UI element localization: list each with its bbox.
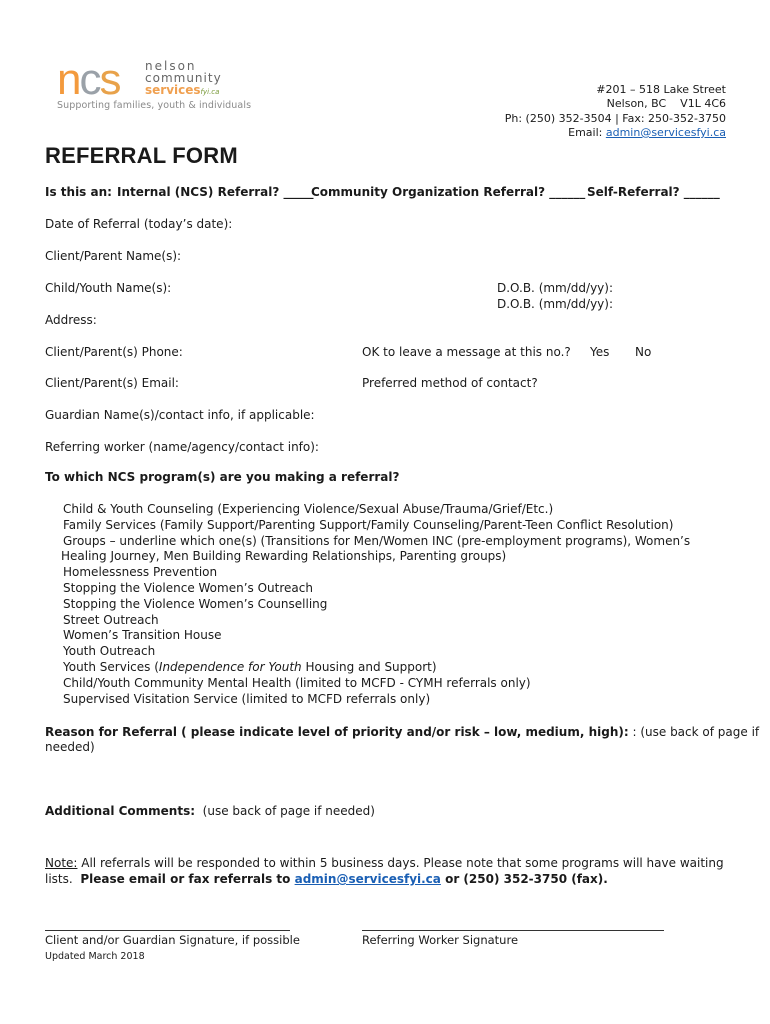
client-name-label: Client/Parent Name(s): [45, 249, 182, 263]
logo-word-services [145, 84, 222, 98]
no-option[interactable]: No [635, 345, 652, 359]
note-email-link[interactable]: admin@servicesfyi.ca [294, 872, 441, 886]
program-item[interactable]: Child/Youth Community Mental Health (limited to MCFD - CYMH referrals only) [63, 675, 531, 690]
program-item[interactable]: Youth Outreach [63, 644, 156, 659]
address-label: Address: [45, 313, 97, 327]
email-label: Email: [568, 125, 603, 139]
worker-signature-line[interactable] [362, 930, 664, 931]
yes-option[interactable]: Yes [590, 345, 610, 359]
community-referral-option[interactable]: Community Organization Referral? ______ [311, 185, 586, 199]
date-of-referral-label: Date of Referral (today’s date): [45, 217, 233, 231]
response-note [45, 855, 724, 887]
logo-letter-n: n [57, 55, 80, 104]
logo-letter-s: s [99, 55, 120, 104]
note-line-1: All referrals will be responded to within 5 business days. Please note that some programs will have waiting [77, 856, 724, 870]
comments-label: Additional Comments: [45, 804, 196, 818]
logo-word-community: community [145, 71, 222, 85]
program-item[interactable]: Homelessness Prevention [63, 565, 218, 580]
reason-note: : (use back of page if [628, 725, 760, 739]
form-title: REFERRAL FORM [45, 143, 238, 168]
comments-section [45, 804, 375, 818]
email-line [505, 126, 726, 140]
note-line-2-bold: Please email or fax referrals to [80, 872, 295, 886]
logo-services-text: services [145, 83, 201, 97]
program-item[interactable]: Women’s Transition House [63, 628, 222, 643]
note-line-2-tail: or (250) 352-3750 (fax). [440, 872, 608, 886]
youth-services-prefix: Youth Services ( [63, 659, 159, 674]
program-item[interactable]: Stopping the Violence Women’s Outreach [63, 580, 313, 595]
dob-label-1: D.O.B. (mm/dd/yy): [497, 281, 613, 295]
reason-note-continued: needed) [45, 740, 95, 754]
note-line-2: lists. [45, 872, 81, 886]
street-address: #201 – 518 Lake Street [596, 83, 726, 96]
referring-worker-label: Referring worker (name/agency/contact info): [45, 440, 319, 454]
program-item-youth-services[interactable] [63, 660, 690, 676]
program-item[interactable]: Street Outreach [63, 612, 159, 627]
program-item[interactable]: Supervised Visitation Service (limited to MCFD referrals only) [63, 691, 431, 706]
comments-note: (use back of page if needed) [202, 804, 375, 818]
contact-block [505, 83, 726, 140]
guardian-label: Guardian Name(s)/contact info, if applicable: [45, 408, 315, 422]
program-item[interactable]: Family Services (Family Support/Parenting Support/Family Counseling/Parent-Teen Conflict Resolution) [63, 517, 674, 532]
youth-services-italic: Independence for Youth [158, 659, 302, 674]
program-item[interactable]: Groups – underline which one(s) (Transitions for Men/Women INC (pre-employment programs), Women’s [63, 533, 691, 548]
reason-label: Reason for Referral ( please indicate level of priority and/or risk – low, medium, high): [45, 725, 629, 739]
client-signature-label: Client and/or Guardian Signature, if possible [45, 933, 300, 947]
child-name-label: Child/Youth Name(s): [45, 281, 172, 295]
programs-heading: To which NCS program(s) are you making a referral? [45, 470, 400, 484]
programs-list [63, 502, 690, 707]
email-field-label: Client/Parent(s) Email: [45, 376, 179, 390]
phone-label: Client/Parent(s) Phone: [45, 345, 183, 359]
program-item[interactable]: Stopping the Violence Women’s Counselling [63, 596, 328, 611]
phone-fax: Ph: (250) 352-3504 | Fax: 250-352-3750 [504, 111, 726, 125]
logo-tagline: Supporting families, youth & individuals [57, 100, 252, 111]
updated-date: Updated March 2018 [45, 951, 145, 962]
city-postal: Nelson, BC V1L 4C6 [606, 97, 726, 111]
client-signature-line[interactable] [45, 930, 290, 931]
logo-letter-c: c [79, 55, 100, 104]
logo-wordmark [145, 60, 222, 98]
internal-referral-option[interactable]: Internal (NCS) Referral? _____ [117, 185, 314, 199]
logo-fyi-text: fyi.ca [200, 88, 220, 96]
email-link[interactable]: admin@servicesfyi.ca [605, 125, 726, 139]
logo-word-nelson: nelson [145, 59, 197, 73]
worker-signature-label: Referring Worker Signature [362, 933, 519, 947]
program-item-continued[interactable]: Healing Journey, Men Building Rewarding Relationships, Parenting groups) [61, 549, 507, 564]
preferred-contact-label: Preferred method of contact? [362, 376, 538, 390]
self-referral-option[interactable]: Self-Referral? ______ [587, 185, 720, 199]
ok-message-label: OK to leave a message at this no.? [362, 345, 571, 359]
program-item[interactable]: Child & Youth Counseling (Experiencing Violence/Sexual Abuse/Trauma/Grief/Etc.) [63, 502, 554, 516]
youth-services-suffix: Housing and Support) [301, 659, 437, 674]
dob-label-2: D.O.B. (mm/dd/yy): [497, 297, 613, 311]
logo-mark [57, 55, 120, 104]
reason-section [45, 725, 759, 755]
note-label: Note: [45, 856, 78, 870]
referral-type-prompt: Is this an: [45, 185, 112, 199]
